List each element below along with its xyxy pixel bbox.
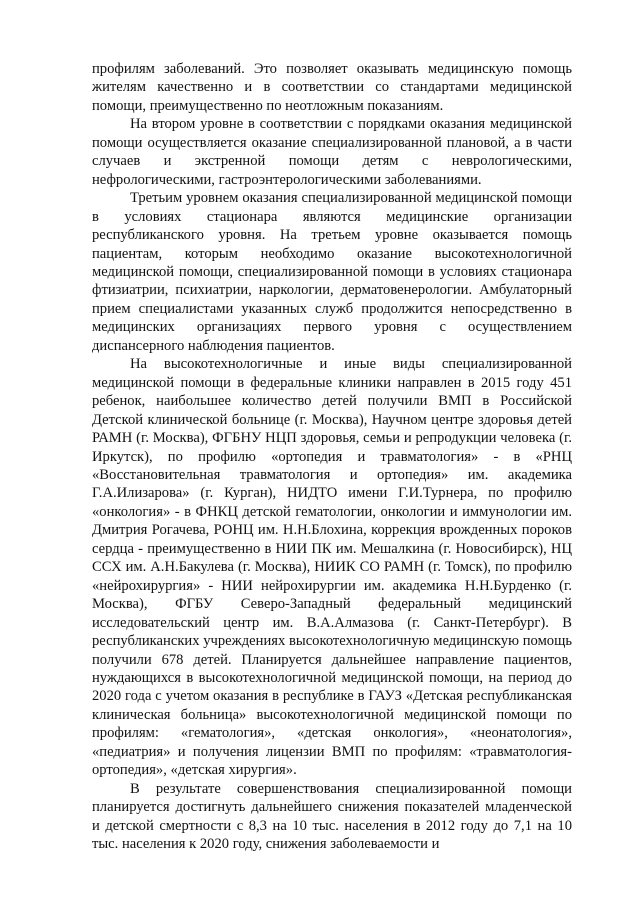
document-body (92, 60, 572, 853)
paragraph-high-tech-care: На высокотехнологичные и иные виды специализированной медицинской помощи в федеральные клиники направлен в 2015 году 451 ребенок, наибольшее количество детей получили ВМП в Российской Детской клинической больнице (г. Москва), Научном центре здоровья детей РАМН (г. Москва), ФГБНУ НЦП здоровья, семьи и репродукции человека (г. Иркутск), по профилю «ортопедия и травматология» - в «РНЦ «Восстановительная травматология и ортопедия» им. академика Г.А.Илизарова» (г. Курган), НИДТО имени Г.И.Турнера, по профилю «онкология» - в ФНКЦ детской гематологии, онкологии и иммунологии им. Дмитрия Рогачева, РОНЦ им. Н.Н.Блохина, коррекция врожденных пороков сердца - преимущественно в НИИ ПК им. Мешалкина (г. Новосибирск), НЦ ССХ им. А.Н.Бакулева (г. Москва), НИИК СО РАМН (г. Томск), по профилю «нейрохирургия» - НИИ нейрохирургии им. академика Н.Н.Бурденко (г. Москва), ФГБУ Северо-Западный федеральный медицинский исследовательский центр им. В.А.Алмазова (г. Санкт-Петербург). В республиканских учреждениях высокотехнологичную медицинскую помощь получили 678 детей. Планируется дальнейшее направление пациентов, нуждающихся в высокотехнологичной медицинской помощи, на период до 2020 года с учетом оказания в республике в ГАУЗ «Детская республиканская клиническая больница» высокотехнологичной медицинской помощи по профилям: «гематология», «детская онкология», «неонатология», «педиатрия» и получения лицензии ВМП по профилям: «травматология-ортопедия», «детская хирургия». (92, 356, 572, 779)
paragraph-results: В результате совершенствования специализированной помощи планируется достигнуть дальнейшего снижения показателей младенческой и детской смертности с 8,3 на 10 тыс. населения в 2012 году до 7,1 на 10 тыс. населения к 2020 году, снижения заболеваемости и (92, 780, 572, 853)
paragraph-third-level: Третьим уровнем оказания специализированной медицинской помощи в условиях стационара являются медицинские организации республиканского уровня. На третьем уровне оказывается помощь пациентам, которым необходимо оказание высокотехнологичной медицинской помощи, специализированной помощи в условиях стационара фтизиатрии, психиатрии, наркологии, дерматовенерологии. Амбулаторный прием специалистами указанных служб продолжится непосредственно в медицинских организациях первого уровня с осуществлением диспансерного наблюдения пациентов. (92, 190, 572, 354)
paragraph-second-level: На втором уровне в соответствии с порядками оказания медицинской помощи осуществляется оказание специализированной плановой, а в части случаев и экстренной помощи детям с неврологическими, нефрологическими, гастроэнтерологическими заболеваниями. (92, 116, 572, 188)
paragraph-continuation: профилям заболеваний. Это позволяет оказывать медицинскую помощь жителям качественно и в соответствии со стандартами медицинской помощи, преимущественно по неотложным показаниям. (92, 61, 572, 114)
